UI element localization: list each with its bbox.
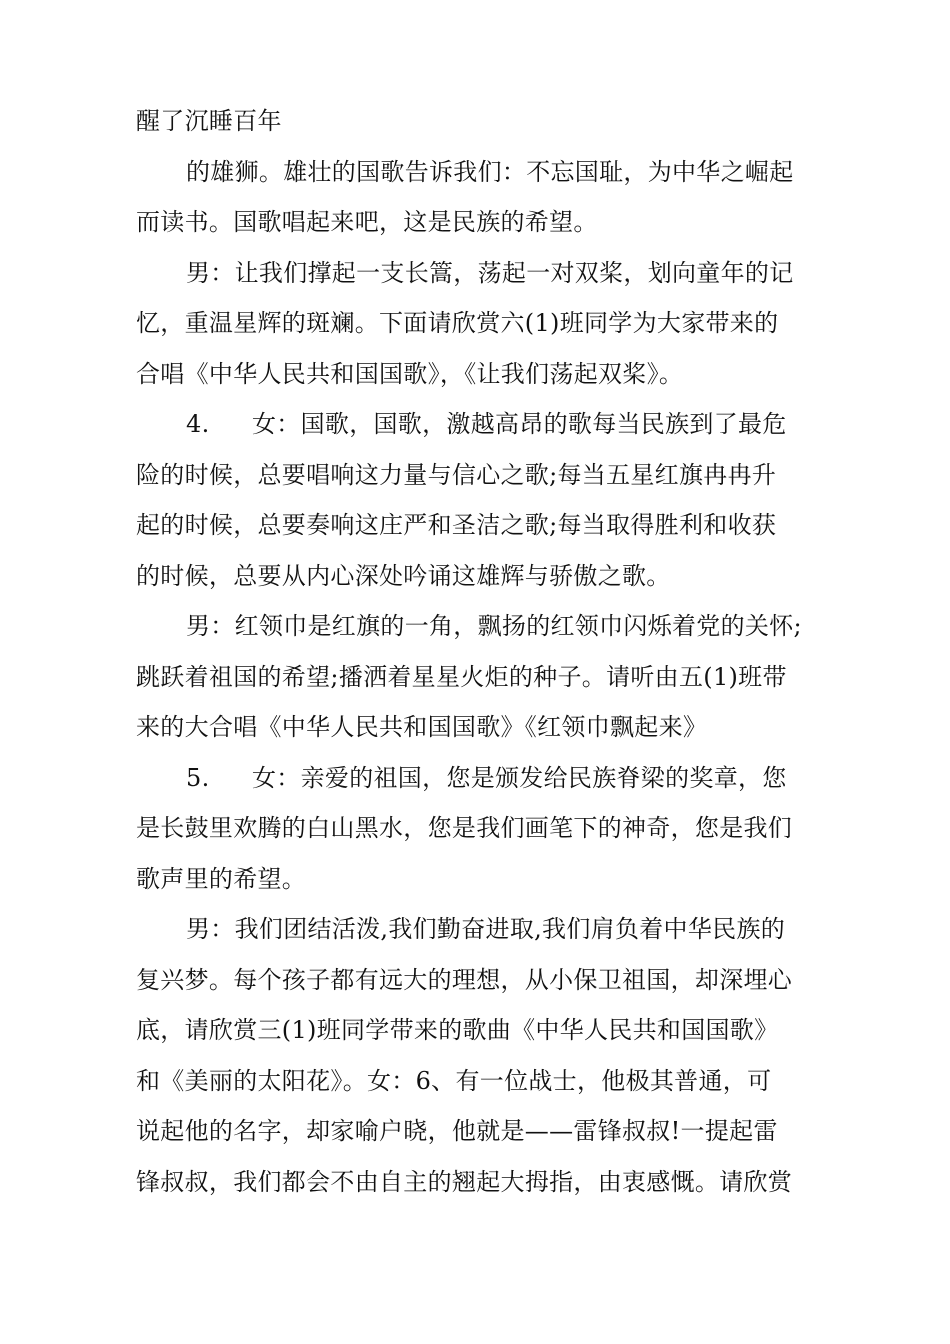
- text-line: 女：亲爱的祖国，您是颁发给民族脊梁的奖章，您: [252, 763, 787, 792]
- text-line: 忆，重温星辉的斑斓。下面请欣赏六(1)班同学为大家带来的: [136, 309, 779, 337]
- text-line: 起的时候，总要奏响这庄严和圣洁之歌;每当取得胜利和收获: [136, 511, 777, 539]
- text-line: 说起他的名字，却家喻户晓，他就是——雷锋叔叔!一提起雷: [136, 1117, 778, 1145]
- text-line: 锋叔叔，我们都会不由自主的翘起大拇指，由衷感慨。请欣赏: [136, 1167, 793, 1196]
- text-line: 男：让我们撑起一支长篙，荡起一对双桨，划向童年的记: [186, 258, 794, 287]
- text-line: 男：我们团结活泼,我们勤奋进取,我们肩负着中华民族的: [186, 915, 786, 943]
- item-number: 4.: [186, 410, 210, 438]
- document-body: [136, 96, 836, 1207]
- text-line: 的雄狮。雄壮的国歌告诉我们：不忘国耻，为中华之崛起: [186, 157, 794, 186]
- text-line: 来的大合唱《中华人民共和国国歌》《红领巾飘起来》: [136, 713, 708, 741]
- text-line: 而读书。国歌唱起来吧，这是民族的希望。: [136, 208, 598, 236]
- text-line: 醒了沉睡百年: [136, 107, 282, 135]
- text-line: 是长鼓里欢腾的白山黑水，您是我们画笔下的神奇，您是我们: [136, 814, 793, 842]
- text-line: 的时候，总要从内心深处吟诵这雄辉与骄傲之歌。: [136, 561, 671, 590]
- text-line: 跳跃着祖国的希望;播洒着星星火炬的种子。请听由五(1)班带: [136, 662, 787, 691]
- text-line: 合唱《中华人民共和国国歌》，《让我们荡起双桨》。: [136, 359, 684, 388]
- text-line: 复兴梦。每个孩子都有远大的理想，从小保卫祖国，却深埋心: [136, 965, 793, 994]
- text-line: 男：红领巾是红旗的一角，飘扬的红领巾闪烁着党的关怀;: [186, 612, 802, 640]
- text-line: 女：国歌，国歌，激越高昂的歌每当民族到了最危: [252, 410, 787, 438]
- text-line: 和《美丽的太阳花》。女：6、有一位战士，他极其普通，可: [136, 1066, 772, 1095]
- item-number: 5.: [186, 763, 210, 792]
- text-line: 底，请欣赏三(1)班同学带来的歌曲《中华人民共和国国歌》: [136, 1016, 779, 1044]
- numbered-line: [136, 399, 836, 450]
- text-line: 险的时候，总要唱响这力量与信心之歌;每当五星红旗冉冉升: [136, 460, 777, 489]
- text-line: 歌声里的希望。: [136, 864, 307, 893]
- numbered-line: [136, 753, 836, 804]
